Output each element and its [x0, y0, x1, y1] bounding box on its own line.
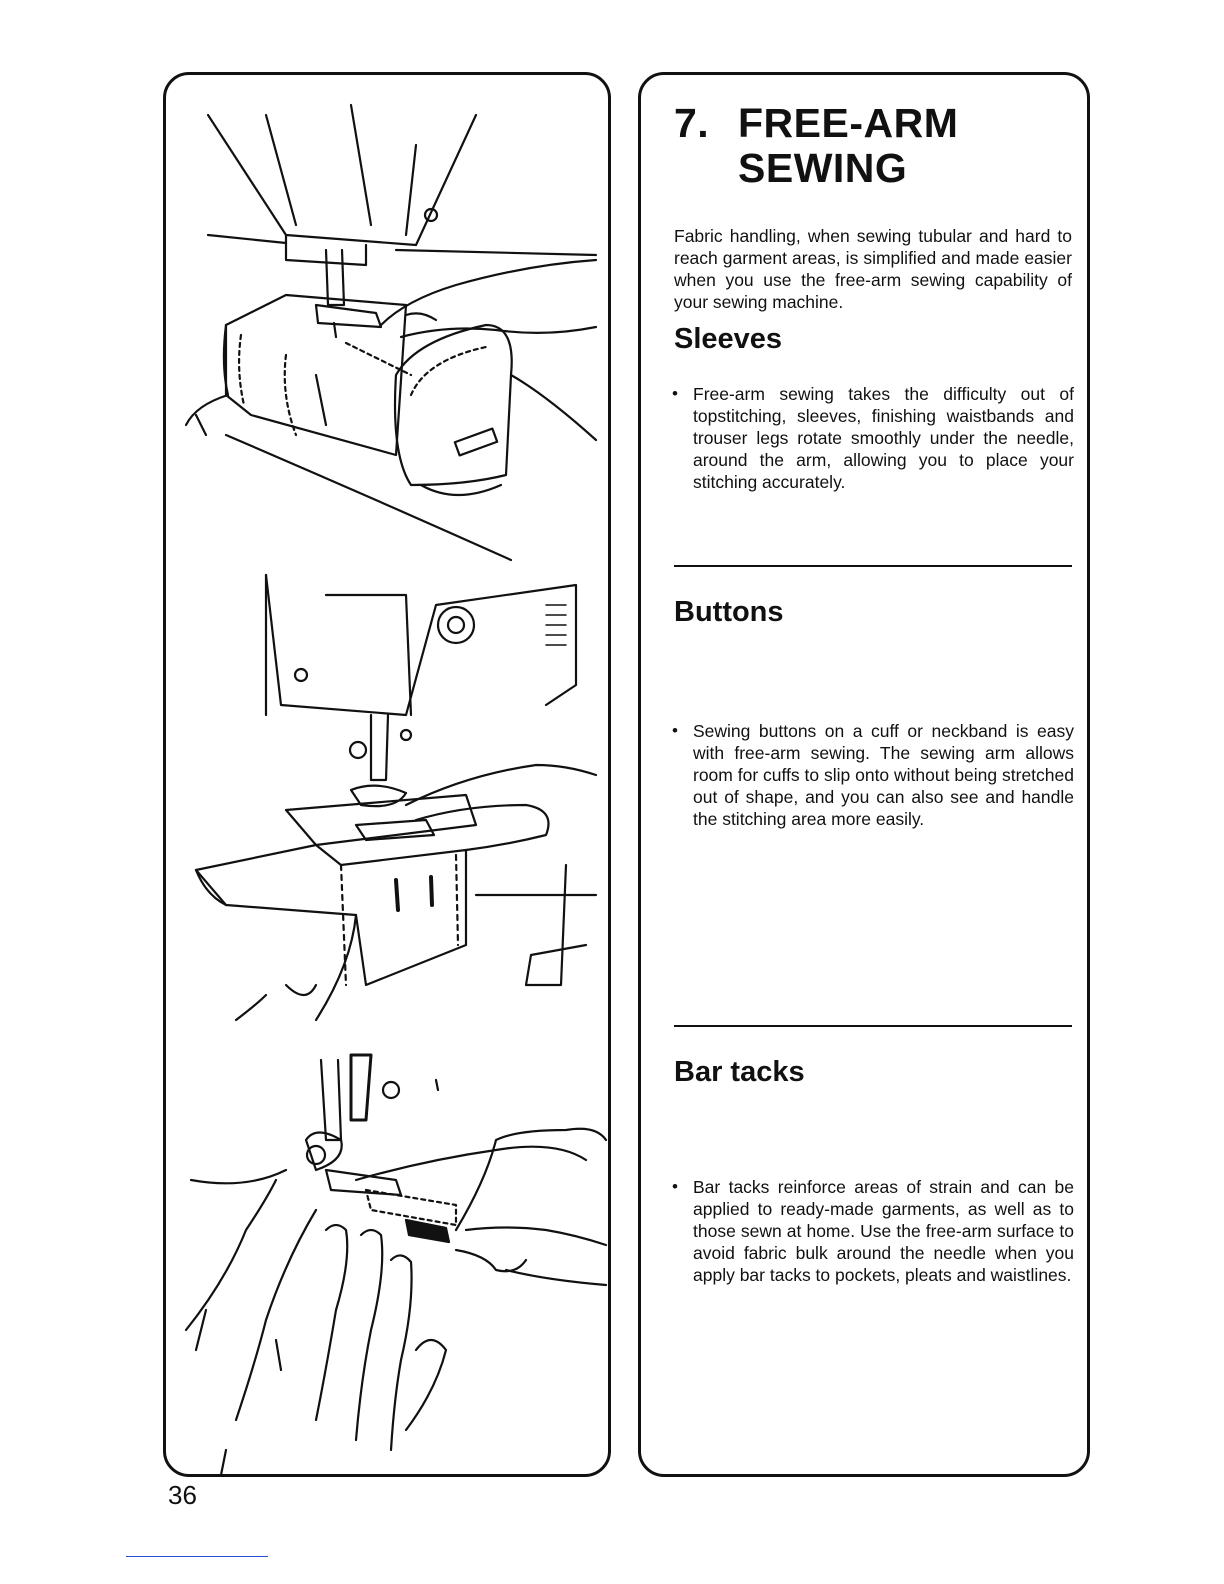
sleeves-list [669, 383, 1074, 493]
chapter-title [674, 101, 958, 191]
intro-paragraph: Fabric handling, when sewing tubular and hard to reach garment areas, is simplified and made easier when you use the free-arm sewing capability of your sewing machine. [674, 226, 1072, 312]
bar-tacks-illustration [166, 1030, 608, 1475]
chapter-title-line1: FREE-ARM [738, 100, 959, 146]
chapter-number: 7. [674, 100, 710, 146]
list-item [669, 383, 1074, 493]
sleeves-illustration [166, 75, 608, 565]
footer-line [126, 1556, 268, 1557]
buttons-list [669, 720, 1074, 830]
buttons-illustration [166, 565, 608, 1025]
buttons-heading: Buttons [674, 596, 784, 628]
illustration-panel [163, 72, 611, 1477]
buttons-bullet-text: Sewing buttons on a cuff or neckband is easy with free-arm sewing. The sewing arm allows room for cuffs to slip onto without being stretched out of shape, and you can also see and handle the stitching area more easily. [693, 721, 1074, 829]
sleeves-heading: Sleeves [674, 323, 783, 355]
bullet-icon: • [672, 721, 678, 740]
sleeves-bullet-text: Free-arm sewing takes the difficulty out of topstitching, sleeves, finishing waistbands and trouser legs rotate smoothly under the needle, around the arm, allowing you to place your stitching accurately. [693, 384, 1074, 492]
page-number: 36 [168, 1480, 197, 1510]
section-divider [674, 565, 1072, 567]
bullet-icon: • [672, 384, 678, 403]
text-panel [638, 72, 1090, 1477]
list-item [669, 1176, 1074, 1286]
bar-tacks-list [669, 1176, 1074, 1286]
list-item [669, 720, 1074, 830]
bullet-icon: • [672, 1177, 678, 1196]
bar-tacks-heading: Bar tacks [674, 1056, 805, 1088]
chapter-title-line2: SEWING [738, 145, 908, 191]
section-divider [674, 1025, 1072, 1027]
bar-tacks-bullet-text: Bar tacks reinforce areas of strain and can be applied to ready-made garments, as well as to those sewn at home. Use the free-arm surface to avoid fabric bulk around the needle when you apply bar tacks to pockets, pleats and waistlines. [693, 1177, 1074, 1285]
